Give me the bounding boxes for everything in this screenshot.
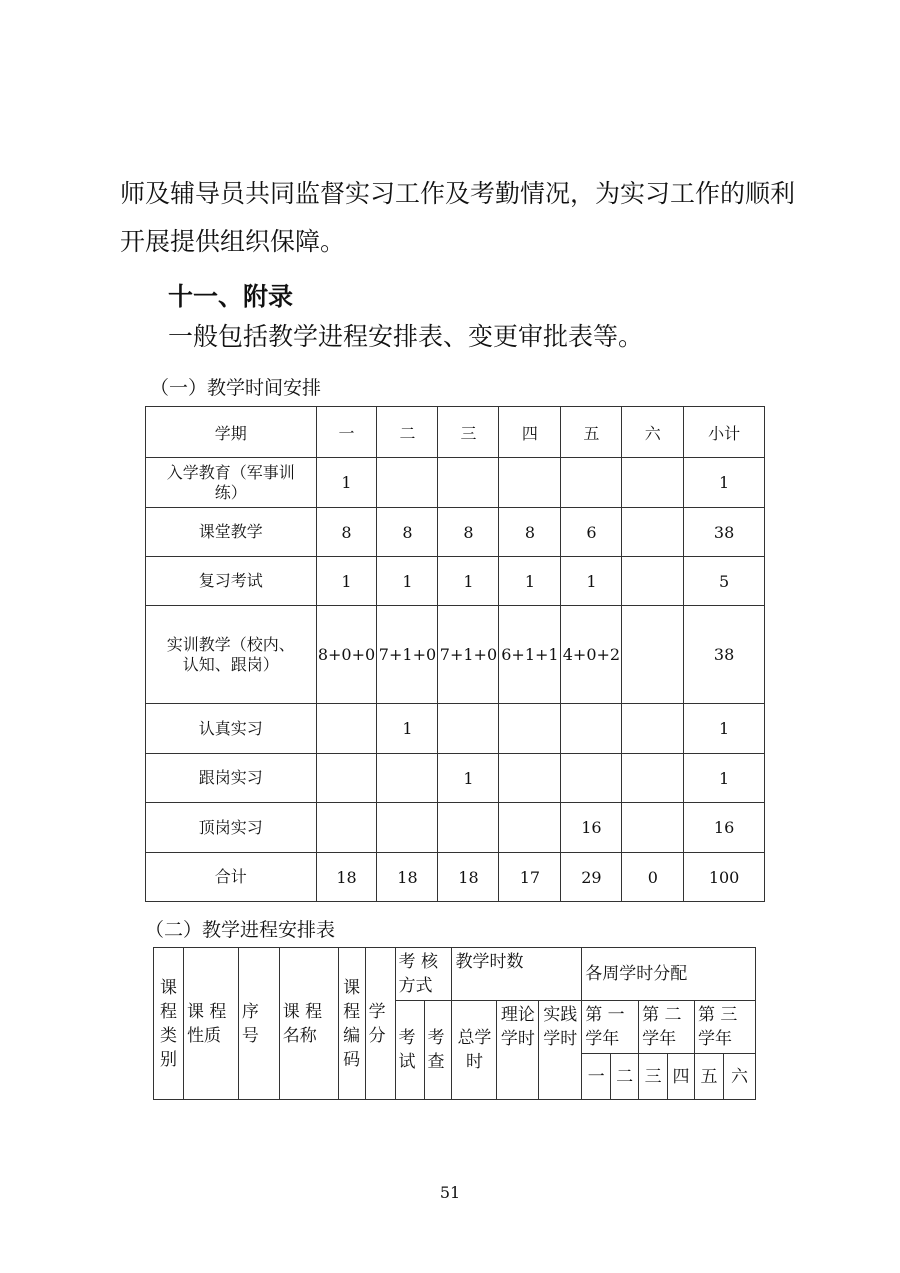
table-cell — [316, 704, 377, 754]
row-label: 合计 — [146, 853, 317, 902]
table-cell — [622, 508, 684, 557]
teaching-schedule-title: （二）教学进程安排表 — [145, 919, 336, 941]
table-row — [146, 803, 765, 853]
table-cell — [561, 458, 622, 508]
table-cell — [499, 458, 561, 508]
header-course-code: 课程编码 — [338, 948, 365, 1100]
row-label: 复习考试 — [146, 557, 317, 606]
table-cell — [438, 803, 499, 853]
table-cell: 18 — [377, 853, 438, 902]
header-teaching-hours: 教学时数 — [452, 948, 582, 1001]
table-cell: 38 — [684, 508, 765, 557]
header-year-3: 第 三学年 — [695, 1001, 756, 1054]
table-cell — [438, 458, 499, 508]
table-cell — [316, 754, 377, 803]
table-total-row — [146, 853, 765, 902]
header-term: 一 — [582, 1054, 611, 1100]
paragraph-line-2: 开展提供组织保障。 — [120, 227, 346, 256]
header-cell: 小计 — [684, 407, 765, 458]
table-cell: 1 — [684, 754, 765, 803]
table-row — [146, 508, 765, 557]
paragraph-line-3: 一般包括教学进程安排表、变更审批表等。 — [168, 322, 644, 351]
row-label: 入学教育（军事训练） — [146, 458, 317, 508]
table-cell — [499, 704, 561, 754]
table-row — [146, 557, 765, 606]
table-cell — [622, 606, 684, 704]
table-cell — [438, 704, 499, 754]
table-cell — [499, 803, 561, 853]
header-seq-no: 序号 — [238, 948, 279, 1100]
table-cell: 8 — [316, 508, 377, 557]
header-assessment: 考 核方式 — [395, 948, 452, 1001]
teaching-time-title: （一）教学时间安排 — [150, 377, 322, 399]
header-cell: 三 — [438, 407, 499, 458]
table-cell — [622, 557, 684, 606]
header-year-1: 第 一学年 — [582, 1001, 639, 1054]
table-row — [146, 754, 765, 803]
page-number: 51 — [439, 1183, 461, 1202]
header-course-name: 课 程名称 — [279, 948, 338, 1100]
row-label: 跟岗实习 — [146, 754, 317, 803]
table-cell — [316, 803, 377, 853]
table-cell — [561, 754, 622, 803]
header-cell: 六 — [622, 407, 684, 458]
teaching-schedule-table — [153, 947, 756, 1100]
table-cell: 1 — [438, 557, 499, 606]
header-exam: 考试 — [395, 1001, 424, 1100]
paragraph-line-1: 师及辅导员共同监督实习工作及考勤情况，为实习工作的顺利 — [120, 179, 796, 208]
table-cell: 1 — [377, 557, 438, 606]
header-check: 考查 — [424, 1001, 452, 1100]
header-credits: 学分 — [365, 948, 395, 1100]
table-cell — [622, 754, 684, 803]
table-cell: 8 — [377, 508, 438, 557]
header-theory-hours: 理论学时 — [497, 1001, 539, 1100]
table-cell: 8 — [499, 508, 561, 557]
table-row — [146, 704, 765, 754]
table-cell — [377, 803, 438, 853]
header-cell: 学期 — [146, 407, 317, 458]
row-label: 顶岗实习 — [146, 803, 317, 853]
table-cell — [561, 704, 622, 754]
table-header-row — [146, 407, 765, 458]
table-cell — [622, 458, 684, 508]
table-cell: 17 — [499, 853, 561, 902]
table-cell: 1 — [499, 557, 561, 606]
header-cell: 四 — [499, 407, 561, 458]
table-cell: 7+1+0 — [377, 606, 438, 704]
header-course-category: 课程类别 — [154, 948, 184, 1100]
header-weekly-distribution: 各周学时分配 — [582, 948, 756, 1001]
table-cell: 18 — [316, 853, 377, 902]
table-cell: 1 — [684, 704, 765, 754]
section-heading-appendix: 十一、附录 — [168, 282, 294, 311]
table-cell: 16 — [684, 803, 765, 853]
teaching-time-table — [145, 406, 765, 902]
row-label: 课堂教学 — [146, 508, 317, 557]
table-cell — [622, 704, 684, 754]
table-cell — [622, 803, 684, 853]
table-cell: 1 — [316, 557, 377, 606]
header-cell: 一 — [316, 407, 377, 458]
table-cell: 29 — [561, 853, 622, 902]
header-term: 二 — [611, 1054, 639, 1100]
header-cell: 二 — [377, 407, 438, 458]
header-course-nature: 课 程性质 — [183, 948, 238, 1100]
table-row — [146, 458, 765, 508]
table-cell: 38 — [684, 606, 765, 704]
header-term: 五 — [695, 1054, 724, 1100]
table-cell: 0 — [622, 853, 684, 902]
table-cell: 100 — [684, 853, 765, 902]
header-total-hours: 总学时 — [452, 1001, 497, 1100]
table-cell: 6 — [561, 508, 622, 557]
header-term: 六 — [723, 1054, 755, 1100]
row-label: 实训教学（校内、认知、跟岗） — [146, 606, 317, 704]
table-row — [146, 606, 765, 704]
table-cell: 1 — [684, 458, 765, 508]
header-practice-hours: 实践学时 — [539, 1001, 582, 1100]
header-term: 四 — [668, 1054, 695, 1100]
table-cell — [377, 458, 438, 508]
table-cell — [499, 754, 561, 803]
table-cell: 1 — [561, 557, 622, 606]
table-cell: 16 — [561, 803, 622, 853]
table-cell: 7+1+0 — [438, 606, 499, 704]
table-cell: 18 — [438, 853, 499, 902]
table-cell: 8 — [438, 508, 499, 557]
header-cell: 五 — [561, 407, 622, 458]
header-year-2: 第 二学年 — [639, 1001, 695, 1054]
table-cell: 1 — [377, 704, 438, 754]
table-cell: 1 — [438, 754, 499, 803]
table-cell: 5 — [684, 557, 765, 606]
table-cell: 1 — [316, 458, 377, 508]
table-cell: 6+1+1 — [499, 606, 561, 704]
row-label: 认真实习 — [146, 704, 317, 754]
table-cell: 8+0+0 — [316, 606, 377, 704]
header-term: 三 — [639, 1054, 668, 1100]
table-cell: 4+0+2 — [561, 606, 622, 704]
table-cell — [377, 754, 438, 803]
